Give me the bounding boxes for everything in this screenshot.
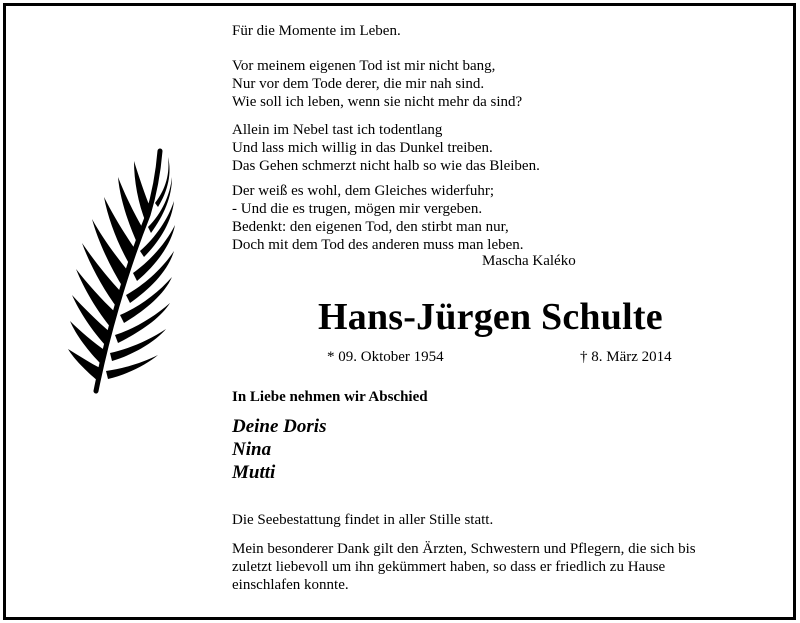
birth-date: * 09. Oktober 1954 <box>327 349 444 365</box>
poem-line: Und lass mich willig in das Dunkel treiben. <box>232 140 493 156</box>
mourner-name: Deine Doris <box>232 416 327 437</box>
poem-line: Nur vor dem Tode derer, die mir nah sind. <box>232 76 485 92</box>
poem-line: - Und die es trugen, mögen mir vergeben. <box>232 201 483 217</box>
thanks-line: zuletzt liebevoll um ihn gekümmert haben, so dass er friedlich zu Hause <box>232 559 666 575</box>
poem-line: Der weiß es wohl, dem Gleiches widerfuhr; <box>232 183 495 199</box>
poem-line: Allein im Nebel tast ich todentlang <box>232 122 443 138</box>
poem-line: Wie soll ich leben, wenn sie nicht mehr da sind? <box>232 94 523 110</box>
poem-line: Doch mit dem Tod des anderen muss man leben. <box>232 237 524 253</box>
poem-line: Das Gehen schmerzt nicht halb so wie das Bleiben. <box>232 158 540 174</box>
thanks-line: Mein besonderer Dank gilt den Ärzten, Schwestern und Pflegern, die sich bis <box>232 541 696 557</box>
farewell-heading: In Liebe nehmen wir Abschied <box>232 389 428 405</box>
intro-line: Für die Momente im Leben. <box>232 23 401 39</box>
poem-line: Vor meinem eigenen Tod ist mir nicht bang, <box>232 58 496 74</box>
burial-notice: Die Seebestattung findet in aller Stille statt. <box>232 512 494 528</box>
deceased-name: Hans-Jürgen Schulte <box>318 296 663 338</box>
mourner-name: Mutti <box>232 462 276 483</box>
palm-leaf-icon <box>62 145 180 395</box>
mourner-name: Nina <box>232 439 272 460</box>
death-date: † 8. März 2014 <box>580 349 672 365</box>
poem-author: Mascha Kaléko <box>482 253 576 269</box>
poem-line: Bedenkt: den eigenen Tod, den stirbt man nur, <box>232 219 509 235</box>
thanks-line: einschlafen konnte. <box>232 577 349 593</box>
